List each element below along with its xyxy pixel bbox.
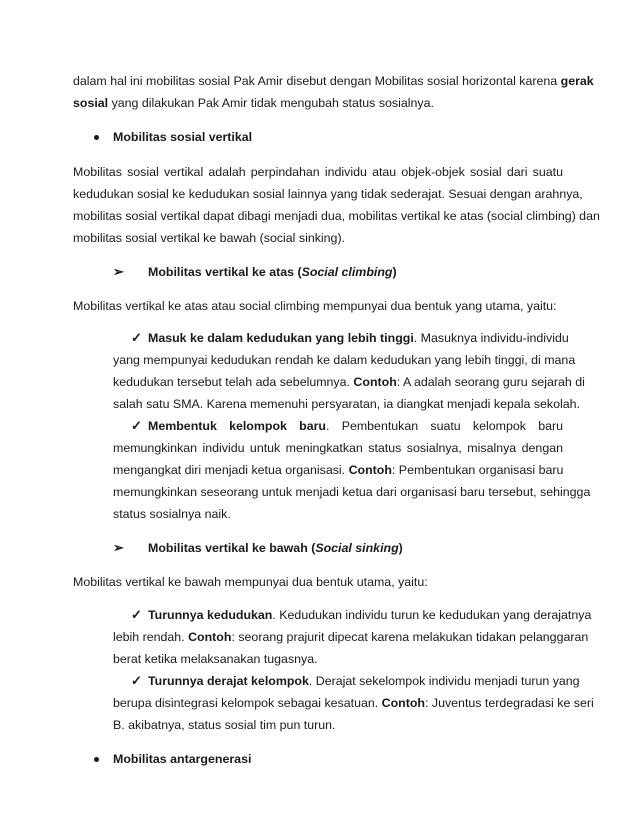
paragraph-line: dalam hal ini mobilitas sosial Pak Amir disebut dengan Mobilitas sosial horizontal karena gerak [73,74,594,88]
paragraph-line: sosial yang dilakukan Pak Amir tidak mengubah status sosialnya. [73,96,434,110]
paragraph-line: mobilitas sosial vertikal ke bawah (social sinking). [73,231,346,245]
list-item-line: kedudukan tersebut telah ada sebelumnya. Contoh: A adalah seorang guru sejarah di [113,375,585,389]
bullet-icon [94,135,99,140]
subsection-heading: Mobilitas vertikal ke atas (Social climbing) [148,265,397,279]
bullet-icon [94,757,99,762]
checkmark-icon: ✓ [131,418,142,433]
list-item-line: Masuk ke dalam kedudukan yang lebih tinggi. Masuknya individu-individu [148,331,569,345]
list-item-line: mengangkat diri menjadi ketua organisasi. Contoh: Pembentukan organisasi baru [113,463,564,477]
list-item-line: berupa disintegrasi kelompok sebagai kesatuan. Contoh: Juventus terdegradasi ke seri [113,696,594,710]
list-item-line: Membentuk kelompok baru. Pembentukan suatu kelompok baru [148,419,563,433]
list-item-line: B. akibatnya, status sosial tim pun turun. [113,718,336,732]
section-heading: Mobilitas sosial vertikal [113,130,253,144]
arrow-bullet-icon: ➢ [113,264,124,279]
paragraph-line: Mobilitas vertikal ke atas atau social climbing mempunyai dua bentuk yang utama, yaitu: [73,299,557,313]
subsection-heading: Mobilitas vertikal ke bawah (Social sinking) [148,541,403,555]
list-item-line: status sosialnya naik. [113,507,231,521]
list-item-line: lebih rendah. Contoh: seorang prajurit dipecat karena melakukan tidakan pelanggaran [113,630,589,644]
list-item-line: Turunnya kedudukan. Kedudukan individu turun ke kedudukan yang derajatnya [148,608,592,622]
list-item-line: memungkinkan individu untuk meningkatkan status sosialnya, misalnya dengan [113,441,563,455]
paragraph-line: Mobilitas vertikal ke bawah mempunyai dua bentuk utama, yaitu: [73,575,428,589]
list-item-line: memungkinkan seseorang untuk menjadi ketua dari organisasi baru tersebut, sehingga [113,485,591,499]
checkmark-icon: ✓ [131,607,142,622]
list-item-line: yang mempunyai kedudukan rendah ke dalam kedudukan yang lebih tinggi, di mana [113,353,576,367]
list-item-line: salah satu SMA. Karena memenuhi persyaratan, ia diangkat menjadi kepala sekolah. [113,397,580,411]
section-heading: Mobilitas antargenerasi [113,752,252,766]
checkmark-icon: ✓ [131,673,142,688]
arrow-bullet-icon: ➢ [113,540,124,555]
checkmark-icon: ✓ [131,330,142,345]
list-item-line: Turunnya derajat kelompok. Derajat sekelompok individu menjadi turun yang [148,674,580,688]
paragraph-line: Mobilitas sosial vertikal adalah perpindahan individu atau objek-objek sosial dari suatu [73,165,563,179]
list-item-line: berat ketika melaksanakan tugasnya. [113,652,318,666]
paragraph-line: mobilitas sosial vertikal dapat dibagi menjadi dua, mobilitas vertikal ke atas (social climbing) dan [73,209,600,223]
paragraph-line: kedudukan sosial ke kedudukan sosial lainnya yang tidak sederajat. Sesuai dengan arahnya, [73,187,583,201]
